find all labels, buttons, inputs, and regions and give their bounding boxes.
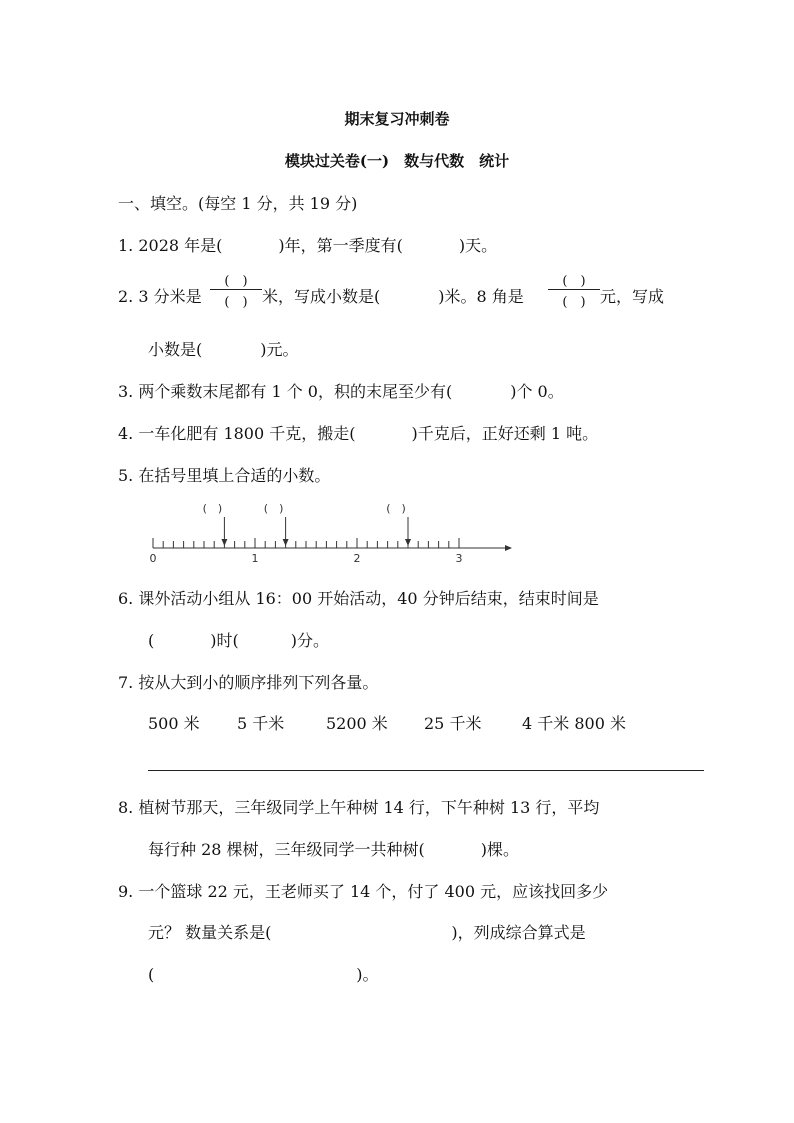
q9-line2-text-b: )，列成综合算式是 <box>451 923 586 942</box>
fraction-bar <box>548 289 600 290</box>
q3-text-a: 3. 两个乘数末尾都有 1 个 0，积的末尾至少有( <box>118 382 453 401</box>
q9-line3-text-a: ( <box>148 965 155 984</box>
down-arrow-icon <box>283 539 289 546</box>
question-9: 9. 一个篮球 22 元，王老师买了 14 个，付了 400 元，应该找回多少 <box>118 882 609 901</box>
q2-line2-text-b: )元。 <box>260 340 299 359</box>
question-4 <box>118 421 598 444</box>
q7-answer-line[interactable] <box>148 770 704 771</box>
down-arrow-icon <box>221 539 227 546</box>
blank-paren-1: ( ) <box>202 502 223 515</box>
q7-item-1: 500 米 <box>148 714 200 733</box>
q6-line2-text-b: )时( <box>210 631 239 650</box>
number-line-arrowhead <box>505 545 512 551</box>
tick-label-1: 1 <box>251 552 259 565</box>
fraction-denominator: ( ) <box>224 295 248 310</box>
question-3 <box>118 379 564 402</box>
fraction-bar <box>210 289 262 290</box>
fraction-denominator: ( ) <box>562 295 586 310</box>
blank-paren-2: ( ) <box>263 502 284 515</box>
q2-fraction-1[interactable] <box>210 270 262 310</box>
q1-text-b: )年，第一季度有( <box>278 236 403 255</box>
question-6-line2 <box>148 628 329 651</box>
question-1 <box>118 233 497 256</box>
tick-label-0: 0 <box>149 552 157 565</box>
question-9-line3 <box>148 962 379 985</box>
q7-item-4: 25 千米 <box>424 714 482 733</box>
number-line <box>0 495 794 575</box>
q8-line2-text-a: 每行种 28 棵树，三年级同学一共种树( <box>148 840 425 859</box>
q2-line2-text-a: 小数是( <box>148 340 203 359</box>
q8-line2-text-b: )棵。 <box>480 840 520 859</box>
q1-text-c: )天。 <box>458 236 498 255</box>
question-7: 7. 按从大到小的顺序排列下列各量。 <box>118 673 379 692</box>
down-arrow-icon <box>405 539 411 546</box>
q7-item-5: 4 千米 800 米 <box>522 714 626 733</box>
q4-text-a: 4. 一车化肥有 1800 千克，搬走( <box>118 424 356 443</box>
q7-item-2: 5 千米 <box>237 714 285 733</box>
q2-text-b: 米，写成小数是( <box>262 287 381 306</box>
question-8-line2 <box>148 837 519 860</box>
page-title: 期末复习冲刺卷 <box>344 110 450 128</box>
q6-line2-text-a: ( <box>148 631 155 650</box>
section-heading: 一、填空。(每空 1 分，共 19 分) <box>118 194 358 213</box>
question-8: 8. 植树节那天，三年级同学上午种树 14 行，下午种树 13 行，平均 <box>118 798 600 817</box>
q2-text-d: 元，写成 <box>600 287 665 306</box>
q4-text-b: )千克后，正好还剩 1 吨。 <box>411 424 599 443</box>
q2-text-c: )米。8 角是 <box>438 287 524 306</box>
page-subtitle: 模块过关卷(一) 数与代数 统计 <box>284 152 510 170</box>
fraction-numerator: ( ) <box>562 274 586 289</box>
fraction-numerator: ( ) <box>224 274 248 289</box>
tick-label-2: 2 <box>353 552 361 565</box>
question-2-part <box>262 284 524 307</box>
q2-fraction-2[interactable] <box>548 270 600 310</box>
question-5: 5. 在括号里填上合适的小数。 <box>118 466 331 485</box>
q9-line3-text-b: )。 <box>356 965 379 984</box>
q6-line2-text-c: )分。 <box>290 631 329 650</box>
q2-text-a: 2. 3 分米是 <box>118 287 202 306</box>
q7-item-3: 5200 米 <box>326 714 388 733</box>
question-9-line2 <box>148 920 586 943</box>
q1-text-a: 1. 2028 年是( <box>118 236 223 255</box>
q3-text-b: )个 0。 <box>510 382 564 401</box>
question-2-line2 <box>148 337 299 360</box>
q9-line2-text-a: 元？ 数量关系是( <box>148 923 272 942</box>
tick-label-3: 3 <box>455 552 463 565</box>
question-6: 6. 课外活动小组从 16：00 开始活动，40 分钟后结束，结束时间是 <box>118 589 599 608</box>
blank-paren-3: ( ) <box>386 502 406 515</box>
